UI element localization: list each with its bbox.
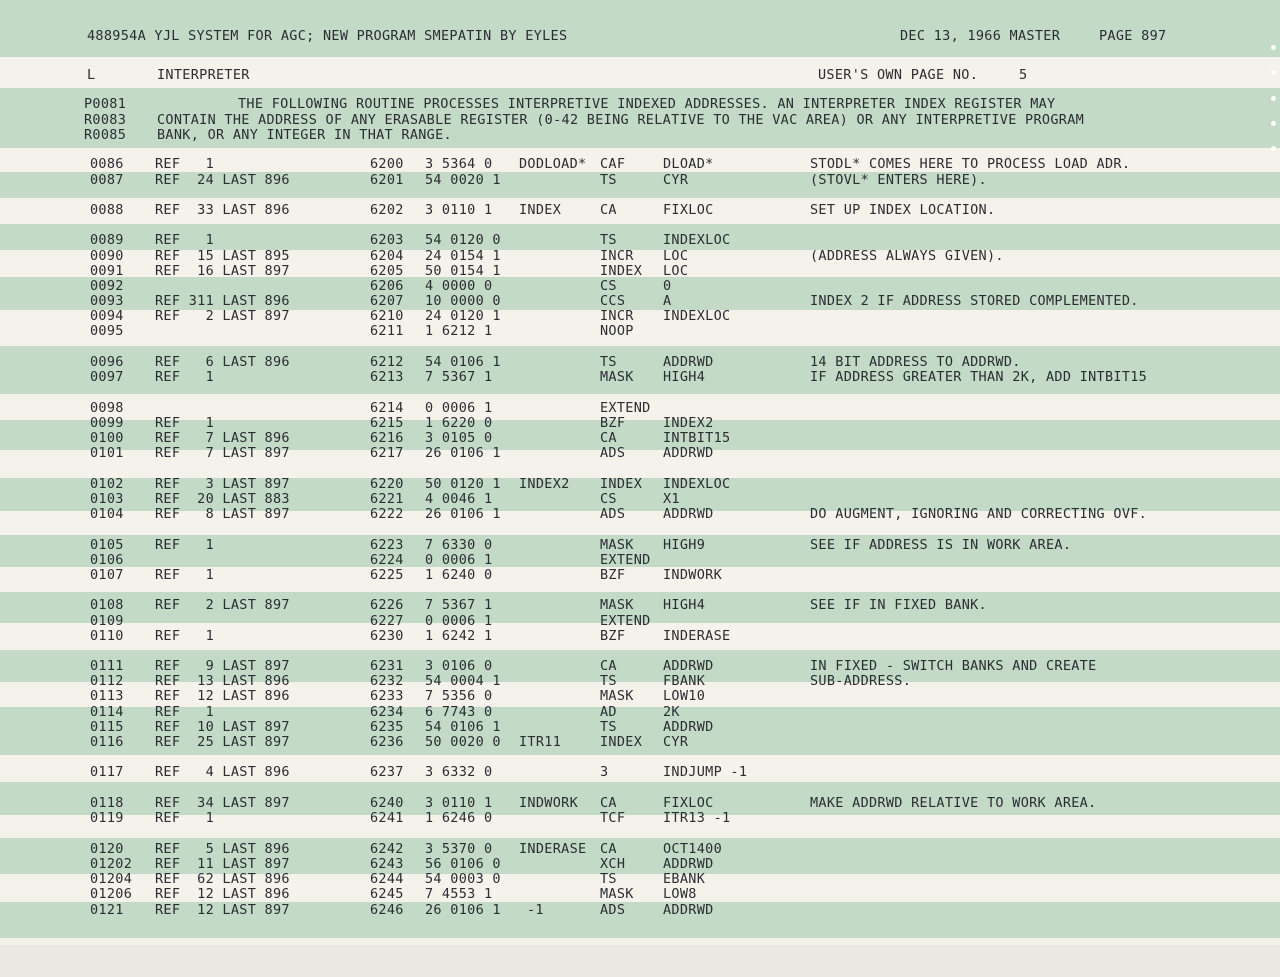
operand: INDERASE: [663, 628, 731, 644]
label: DODLOAD*: [519, 156, 587, 172]
address: 6237: [370, 764, 404, 780]
line-number: 0109: [90, 613, 124, 629]
octal-code: 3 0106 0: [425, 658, 493, 674]
octal-code: 54 0003 0: [425, 871, 501, 887]
owner-page-label: USER'S OWN PAGE NO.: [818, 67, 979, 83]
ref-column: REF 1: [155, 810, 214, 826]
comment: IF ADDRESS GREATER THAN 2K, ADD INTBIT15: [810, 369, 1148, 385]
line-number: 0118: [90, 795, 124, 811]
intro-text: THE FOLLOWING ROUTINE PROCESSES INTERPRETIVE INDEXED ADDRESSES. AN INTERPRETER INDEX REGISTER MAY: [238, 96, 1056, 112]
operand: EBANK: [663, 871, 706, 887]
opcode: EXTEND: [600, 400, 651, 416]
ref-column: REF 1: [155, 628, 214, 644]
operand: ADDRWD: [663, 354, 714, 370]
operand: ITR13 -1: [663, 810, 731, 826]
ref-column: REF 3 LAST 897: [155, 476, 290, 492]
octal-code: 3 5370 0: [425, 841, 493, 857]
address: 6221: [370, 491, 404, 507]
opcode: CCS: [600, 293, 626, 309]
operand: INTBIT15: [663, 430, 731, 446]
ref-column: REF 1: [155, 567, 214, 583]
operand: LOC: [663, 248, 689, 264]
octal-code: 54 0020 1: [425, 172, 501, 188]
address: 6233: [370, 688, 404, 704]
line-number: 0100: [90, 430, 124, 446]
opcode: INCR: [600, 308, 634, 324]
opcode: XCH: [600, 856, 626, 872]
address: 6231: [370, 658, 404, 674]
section-title: INTERPRETER: [157, 67, 250, 83]
address: 6210: [370, 308, 404, 324]
address: 6211: [370, 323, 404, 339]
line-number: 0110: [90, 628, 124, 644]
octal-code: 3 5364 0: [425, 156, 493, 172]
octal-code: 7 5367 1: [425, 369, 493, 385]
operand: CYR: [663, 734, 689, 750]
operand: X1: [663, 491, 680, 507]
ref-column: REF 1: [155, 415, 214, 431]
ref-column: REF 1: [155, 369, 214, 385]
line-number: 0117: [90, 764, 124, 780]
line-number: 0106: [90, 552, 124, 568]
address: 6245: [370, 886, 404, 902]
octal-code: 0 0006 1: [425, 400, 493, 416]
address: 6242: [370, 841, 404, 857]
opcode: ADS: [600, 902, 626, 918]
label: ITR11: [519, 734, 562, 750]
comment: DO AUGMENT, IGNORING AND CORRECTING OVF.: [810, 506, 1148, 522]
opcode: CA: [600, 841, 617, 857]
ref-column: REF 20 LAST 883: [155, 491, 290, 507]
ref-column: REF 1: [155, 537, 214, 553]
octal-code: 7 4553 1: [425, 886, 493, 902]
operand: ADDRWD: [663, 658, 714, 674]
octal-code: 3 6332 0: [425, 764, 493, 780]
address: 6200: [370, 156, 404, 172]
address: 6225: [370, 567, 404, 583]
address: 6230: [370, 628, 404, 644]
line-number: 0095: [90, 323, 124, 339]
octal-code: 1 6240 0: [425, 567, 493, 583]
operand: FBANK: [663, 673, 706, 689]
opcode: INDEX: [600, 476, 643, 492]
operand: LOC: [663, 263, 689, 279]
label: INDERASE: [519, 841, 587, 857]
operand: INDWORK: [663, 567, 722, 583]
ref-column: REF 2 LAST 897: [155, 308, 290, 324]
line-number: 0107: [90, 567, 124, 583]
line-number: 0121: [90, 902, 124, 918]
line-number: 0115: [90, 719, 124, 735]
opcode: 3: [600, 764, 609, 780]
opcode: MASK: [600, 537, 634, 553]
operand: FIXLOC: [663, 795, 714, 811]
comment: (STOVL* ENTERS HERE).: [810, 172, 987, 188]
opcode: CS: [600, 278, 617, 294]
opcode: MASK: [600, 688, 634, 704]
header-date: DEC 13, 1966 MASTER: [900, 28, 1061, 44]
opcode: TS: [600, 673, 617, 689]
line-number: 0087: [90, 172, 124, 188]
address: 6201: [370, 172, 404, 188]
operand: INDEXLOC: [663, 232, 731, 248]
comment: 14 BIT ADDRESS TO ADDRWD.: [810, 354, 1021, 370]
octal-code: 3 0105 0: [425, 430, 493, 446]
octal-code: 50 0020 0: [425, 734, 501, 750]
address: 6212: [370, 354, 404, 370]
address: 6216: [370, 430, 404, 446]
opcode: MASK: [600, 369, 634, 385]
line-number: 0096: [90, 354, 124, 370]
octal-code: 10 0000 0: [425, 293, 501, 309]
line-number: 0092: [90, 278, 124, 294]
line-number: 0113: [90, 688, 124, 704]
comment: MAKE ADDRWD RELATIVE TO WORK AREA.: [810, 795, 1097, 811]
opcode: BZF: [600, 415, 626, 431]
ref-column: REF 10 LAST 897: [155, 719, 290, 735]
octal-code: 0 0006 1: [425, 552, 493, 568]
address: 6205: [370, 263, 404, 279]
address: 6214: [370, 400, 404, 416]
header-title: 488954A YJL SYSTEM FOR AGC; NEW PROGRAM SMEPATIN BY EYLES: [87, 28, 568, 44]
ref-column: REF 8 LAST 897: [155, 506, 290, 522]
octal-code: 54 0004 1: [425, 673, 501, 689]
operand: HIGH4: [663, 597, 706, 613]
intro-id: P0081: [84, 96, 127, 112]
octal-code: 26 0106 1: [425, 902, 501, 918]
label: -1: [527, 902, 544, 918]
operand: INDJUMP -1: [663, 764, 748, 780]
opcode: INCR: [600, 248, 634, 264]
line-number: 0098: [90, 400, 124, 416]
address: 6246: [370, 902, 404, 918]
opcode: ADS: [600, 445, 626, 461]
opcode: INDEX: [600, 263, 643, 279]
header-page: PAGE 897: [1099, 28, 1167, 44]
octal-code: 24 0154 1: [425, 248, 501, 264]
line-number: 0090: [90, 248, 124, 264]
address: 6213: [370, 369, 404, 385]
operand: HIGH9: [663, 537, 706, 553]
address: 6234: [370, 704, 404, 720]
ref-column: REF 11 LAST 897: [155, 856, 290, 872]
operand: HIGH4: [663, 369, 706, 385]
ref-column: REF 9 LAST 897: [155, 658, 290, 674]
address: 6215: [370, 415, 404, 431]
line-number: 0089: [90, 232, 124, 248]
opcode: MASK: [600, 597, 634, 613]
octal-code: 0 0006 1: [425, 613, 493, 629]
opcode: CA: [600, 658, 617, 674]
opcode: CS: [600, 491, 617, 507]
address: 6224: [370, 552, 404, 568]
octal-code: 1 6220 0: [425, 415, 493, 431]
line-number: 0112: [90, 673, 124, 689]
opcode: CA: [600, 795, 617, 811]
octal-code: 7 5367 1: [425, 597, 493, 613]
octal-code: 54 0120 0: [425, 232, 501, 248]
octal-code: 3 0110 1: [425, 202, 493, 218]
line-number: 0108: [90, 597, 124, 613]
section-marker: L: [87, 67, 96, 83]
address: 6236: [370, 734, 404, 750]
ref-column: REF 13 LAST 896: [155, 673, 290, 689]
octal-code: 56 0106 0: [425, 856, 501, 872]
octal-code: 54 0106 1: [425, 719, 501, 735]
octal-code: 24 0120 1: [425, 308, 501, 324]
octal-code: 6 7743 0: [425, 704, 493, 720]
intro-id: R0083: [84, 112, 127, 128]
opcode: NOOP: [600, 323, 634, 339]
label: INDEX: [519, 202, 562, 218]
comment: SET UP INDEX LOCATION.: [810, 202, 996, 218]
address: 6204: [370, 248, 404, 264]
ref-column: REF 12 LAST 897: [155, 902, 290, 918]
line-number: 0091: [90, 263, 124, 279]
ref-column: REF 311 LAST 896: [155, 293, 290, 309]
tractor-feed-holes: [1266, 0, 1280, 977]
ref-column: REF 15 LAST 895: [155, 248, 290, 264]
operand: 0: [663, 278, 672, 294]
operand: ADDRWD: [663, 902, 714, 918]
operand: LOW10: [663, 688, 706, 704]
line-number: 0111: [90, 658, 124, 674]
line-number: 0104: [90, 506, 124, 522]
comment: INDEX 2 IF ADDRESS STORED COMPLEMENTED.: [810, 293, 1139, 309]
ref-column: REF 12 LAST 896: [155, 886, 290, 902]
line-number: 0086: [90, 156, 124, 172]
line-number: 0099: [90, 415, 124, 431]
operand: INDEX2: [663, 415, 714, 431]
line-number: 0102: [90, 476, 124, 492]
label: INDEX2: [519, 476, 570, 492]
octal-code: 1 6246 0: [425, 810, 493, 826]
label: INDWORK: [519, 795, 578, 811]
ref-column: REF 2 LAST 897: [155, 597, 290, 613]
ref-column: REF 7 LAST 896: [155, 430, 290, 446]
octal-code: 1 6212 1: [425, 323, 493, 339]
address: 6232: [370, 673, 404, 689]
intro-text: BANK, OR ANY INTEGER IN THAT RANGE.: [157, 127, 452, 143]
intro-id: R0085: [84, 127, 127, 143]
octal-code: 54 0106 1: [425, 354, 501, 370]
address: 6217: [370, 445, 404, 461]
line-number: 01204: [90, 871, 133, 887]
ref-column: REF 1: [155, 156, 214, 172]
operand: A: [663, 293, 672, 309]
octal-code: 50 0120 1: [425, 476, 501, 492]
ref-column: REF 62 LAST 896: [155, 871, 290, 887]
address: 6202: [370, 202, 404, 218]
address: 6223: [370, 537, 404, 553]
operand: DLOAD*: [663, 156, 714, 172]
opcode: INDEX: [600, 734, 643, 750]
ref-column: REF 33 LAST 896: [155, 202, 290, 218]
comment: STODL* COMES HERE TO PROCESS LOAD ADR.: [810, 156, 1131, 172]
octal-code: 7 5356 0: [425, 688, 493, 704]
opcode: TS: [600, 871, 617, 887]
ref-column: REF 5 LAST 896: [155, 841, 290, 857]
operand: LOW8: [663, 886, 697, 902]
comment: SUB-ADDRESS.: [810, 673, 912, 689]
operand: INDEXLOC: [663, 308, 731, 324]
opcode: EXTEND: [600, 613, 651, 629]
operand: OCT1400: [663, 841, 722, 857]
ref-column: REF 4 LAST 896: [155, 764, 290, 780]
opcode: CA: [600, 430, 617, 446]
operand: CYR: [663, 172, 689, 188]
line-number: 01206: [90, 886, 133, 902]
line-number: 0101: [90, 445, 124, 461]
comment: SEE IF IN FIXED BANK.: [810, 597, 987, 613]
comment: IN FIXED - SWITCH BANKS AND CREATE: [810, 658, 1097, 674]
address: 6220: [370, 476, 404, 492]
ref-column: REF 24 LAST 896: [155, 172, 290, 188]
octal-code: 26 0106 1: [425, 445, 501, 461]
line-number: 0097: [90, 369, 124, 385]
comment: SEE IF ADDRESS IS IN WORK AREA.: [810, 537, 1072, 553]
opcode: CAF: [600, 156, 626, 172]
opcode: TS: [600, 232, 617, 248]
line-number: 0114: [90, 704, 124, 720]
opcode: TS: [600, 172, 617, 188]
ref-column: REF 25 LAST 897: [155, 734, 290, 750]
octal-code: 4 0046 1: [425, 491, 493, 507]
line-number: 0120: [90, 841, 124, 857]
ref-column: REF 1: [155, 232, 214, 248]
address: 6240: [370, 795, 404, 811]
octal-code: 3 0110 1: [425, 795, 493, 811]
address: 6235: [370, 719, 404, 735]
address: 6222: [370, 506, 404, 522]
octal-code: 7 6330 0: [425, 537, 493, 553]
ref-column: REF 1: [155, 704, 214, 720]
address: 6227: [370, 613, 404, 629]
intro-text: CONTAIN THE ADDRESS OF ANY ERASABLE REGISTER (0-42 BEING RELATIVE TO THE VAC AREA) OR ANY INTERPRETIVE PROGRAM: [157, 112, 1085, 128]
address: 6203: [370, 232, 404, 248]
address: 6244: [370, 871, 404, 887]
line-number: 0093: [90, 293, 124, 309]
opcode: CA: [600, 202, 617, 218]
ref-column: REF 16 LAST 897: [155, 263, 290, 279]
octal-code: 4 0000 0: [425, 278, 493, 294]
line-number: 0094: [90, 308, 124, 324]
operand: ADDRWD: [663, 445, 714, 461]
line-number: 0116: [90, 734, 124, 750]
address: 6207: [370, 293, 404, 309]
opcode: EXTEND: [600, 552, 651, 568]
address: 6206: [370, 278, 404, 294]
opcode: AD: [600, 704, 617, 720]
ref-column: REF 34 LAST 897: [155, 795, 290, 811]
ref-column: REF 6 LAST 896: [155, 354, 290, 370]
operand: FIXLOC: [663, 202, 714, 218]
address: 6241: [370, 810, 404, 826]
line-number: 0088: [90, 202, 124, 218]
opcode: MASK: [600, 886, 634, 902]
page-bottom-margin: [0, 945, 1280, 977]
opcode: TS: [600, 719, 617, 735]
line-number: 0119: [90, 810, 124, 826]
operand: ADDRWD: [663, 856, 714, 872]
address: 6226: [370, 597, 404, 613]
owner-page-number: 5: [1019, 67, 1028, 83]
operand: ADDRWD: [663, 506, 714, 522]
operand: ADDRWD: [663, 719, 714, 735]
line-number: 0103: [90, 491, 124, 507]
line-number: 0105: [90, 537, 124, 553]
opcode: TS: [600, 354, 617, 370]
opcode: BZF: [600, 567, 626, 583]
line-number: 01202: [90, 856, 133, 872]
ref-column: REF 12 LAST 896: [155, 688, 290, 704]
comment: (ADDRESS ALWAYS GIVEN).: [810, 248, 1004, 264]
octal-code: 26 0106 1: [425, 506, 501, 522]
opcode: BZF: [600, 628, 626, 644]
operand: INDEXLOC: [663, 476, 731, 492]
opcode: ADS: [600, 506, 626, 522]
opcode: TCF: [600, 810, 626, 826]
octal-code: 1 6242 1: [425, 628, 493, 644]
ref-column: REF 7 LAST 897: [155, 445, 290, 461]
address: 6243: [370, 856, 404, 872]
operand: 2K: [663, 704, 680, 720]
octal-code: 50 0154 1: [425, 263, 501, 279]
